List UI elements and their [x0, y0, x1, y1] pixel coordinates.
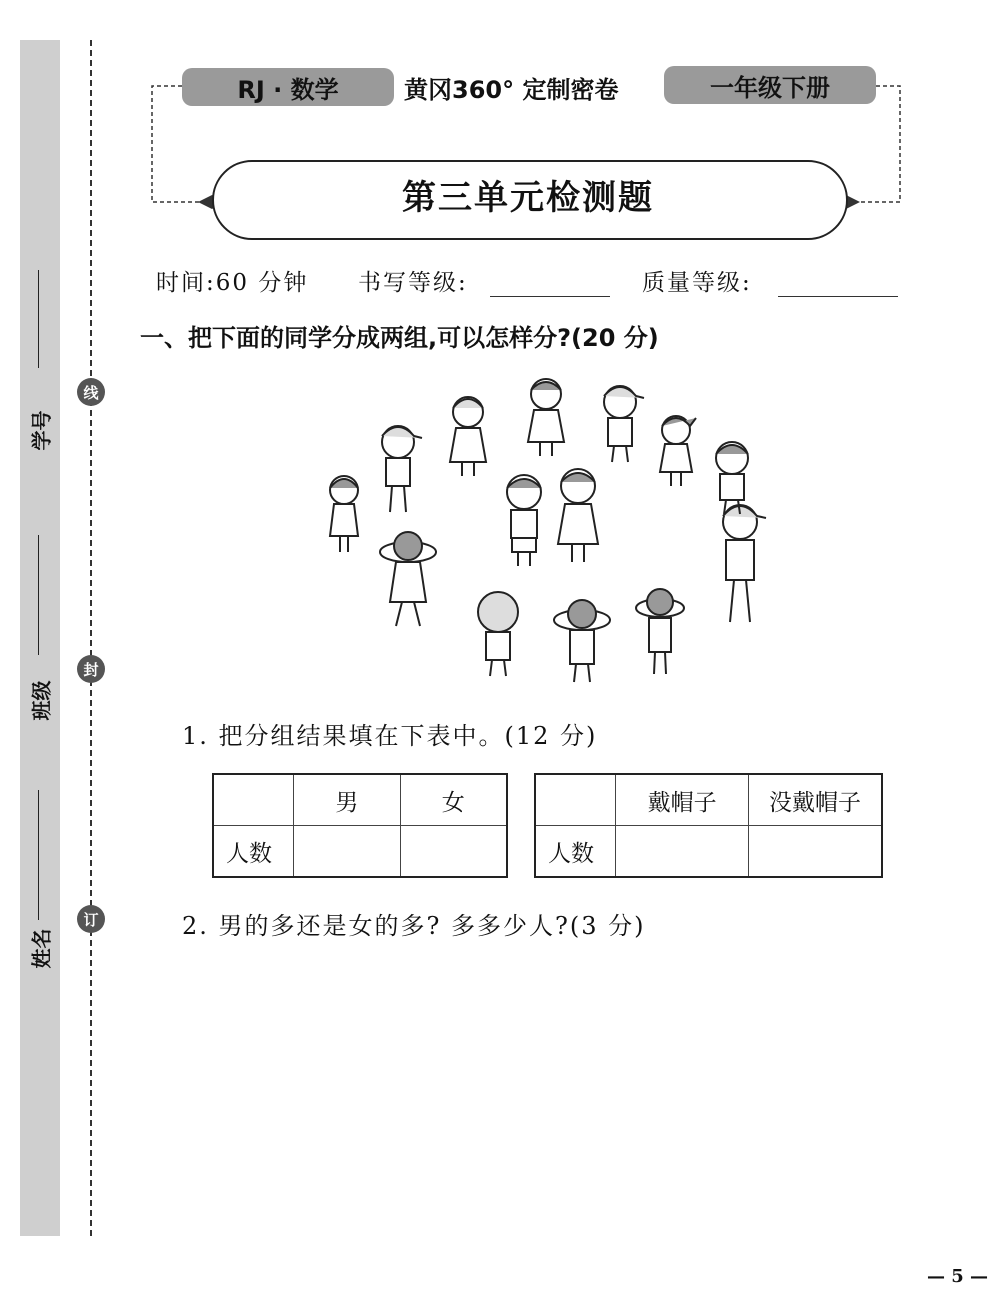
table-corner — [213, 774, 294, 826]
student-id-blank — [38, 270, 39, 368]
quality-grade-label: 质量等级: — [642, 270, 752, 296]
child-figure — [450, 397, 486, 476]
answer-cell-without-hat[interactable] — [749, 826, 882, 878]
page-number: — 5 — — [926, 1266, 988, 1287]
writing-grade-blank[interactable] — [490, 296, 610, 297]
child-figure — [478, 592, 518, 676]
child-figure — [380, 532, 436, 626]
grade-badge: 一年级下册 — [664, 66, 876, 104]
class-label: 班级 — [29, 680, 54, 721]
child-figure — [507, 475, 541, 566]
child-figure — [528, 379, 564, 456]
row-label-count: 人数 — [213, 826, 294, 878]
name-blank — [38, 790, 39, 920]
children-illustration — [320, 372, 780, 690]
student-id-label: 学号 — [29, 410, 54, 451]
series-title: 黄冈360° 定制密卷 — [404, 76, 619, 104]
gender-table — [212, 773, 508, 878]
seal-bind: 订 — [77, 905, 105, 933]
table-corner — [535, 774, 616, 826]
sub-question-1: 1. 把分组结果填在下表中。(12 分) — [182, 722, 598, 750]
header-boy: 男 — [294, 774, 400, 826]
seal-line: 线 — [77, 378, 105, 406]
question-1-title: 一、把下面的同学分成两组,可以怎样分?(20 分) — [140, 324, 659, 352]
child-figure — [382, 426, 422, 512]
quality-grade-blank[interactable] — [778, 296, 898, 297]
hat-table — [534, 773, 883, 878]
sub-question-2: 2. 男的多还是女的多? 多多少人?(3 分) — [182, 912, 646, 940]
subject-badge: RJ · 数学 — [182, 68, 394, 106]
child-figure — [716, 442, 748, 514]
child-figure — [330, 476, 358, 552]
child-figure — [723, 505, 766, 622]
answer-cell-boy[interactable] — [294, 826, 400, 878]
answer-cell-girl[interactable] — [400, 826, 507, 878]
header-girl: 女 — [400, 774, 507, 826]
child-figure — [660, 416, 696, 486]
name-label: 姓名 — [29, 928, 54, 969]
row-label-count: 人数 — [535, 826, 616, 878]
child-figure — [604, 386, 644, 462]
child-figure — [558, 469, 598, 562]
child-figure — [636, 589, 684, 674]
header-without-hat: 没戴帽子 — [749, 774, 882, 826]
child-figure — [554, 600, 610, 682]
time-limit: 时间:60 分钟 — [156, 270, 309, 296]
writing-grade-label: 书写等级: — [358, 270, 468, 296]
header-with-hat: 戴帽子 — [616, 774, 749, 826]
unit-title: 第三单元检测题 — [402, 178, 654, 218]
answer-cell-with-hat[interactable] — [616, 826, 749, 878]
class-blank — [38, 535, 39, 655]
seal-seal: 封 — [77, 655, 105, 683]
